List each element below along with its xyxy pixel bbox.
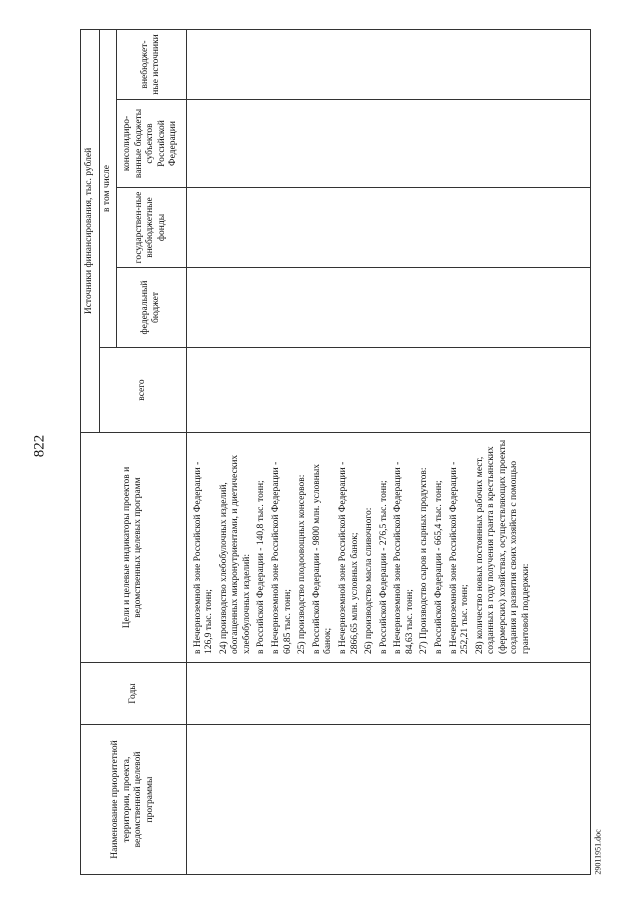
header-goals: Цели и целевые индикаторы проектов и ведомственных целевых программ [81, 433, 187, 663]
goal-line: в Нечерноземной зоне Российской Федерации - 252,21 тыс. тонн; [448, 461, 471, 654]
goal-line: в Российской Федерации - 9800 млн. условных банок; [311, 464, 334, 654]
header-federal: федеральный бюджет [116, 268, 186, 348]
cell-regional [186, 100, 590, 188]
financing-table [80, 29, 591, 875]
rotated-page [80, 30, 560, 875]
goal-line: в Нечерноземной зоне Российской Федерации - 2866,65 млн. условных банок; [337, 461, 360, 654]
header-including: в том числе [100, 29, 117, 347]
cell-federal [186, 268, 590, 348]
header-sources: Источники финансирования, тыс. рублей [81, 29, 100, 432]
goal-line: 28) количество новых постоянных рабочих мест, созданных в году получения гранта в крестьянских (фермерских) хозяйствах, осуществляющих проекты создания и развития своих хозяйств с помощью грантовой поддержки: [474, 439, 532, 654]
header-regional: консолидиро-ванные бюджеты субъектов Российской Федерации [116, 100, 186, 188]
header-name: Наименование приоритетной территории, проекта, ведомственной целевой программы [81, 725, 187, 875]
document-code: 29011951.doc [593, 829, 603, 875]
goal-line: в Нечерноземной зоне Российской Федерации - 126,9 тыс. тонн; [192, 461, 215, 654]
cell-years [186, 663, 590, 725]
goal-line: в Нечерноземной зоне Российской Федерации - 84,63 тыс. тонн; [393, 461, 415, 654]
goal-line: 24) производство хлебобулочных изделий, обогащенных микронутриентами, и диетических хлебобулочных изделий: [218, 454, 252, 654]
goal-line: в Российской Федерации - 276,5 тыс. тонн; [378, 480, 389, 654]
header-offbudget: внебюджет-ные источники [116, 29, 186, 99]
header-years: Годы [81, 663, 187, 725]
header-total: всего [100, 348, 187, 433]
cell-state-funds [186, 188, 590, 268]
goal-line: 25) производство плодоовощных консервов: [297, 474, 308, 654]
cell-offbudget [186, 29, 590, 99]
cell-goals [186, 433, 590, 663]
page-number: 822 [31, 434, 48, 458]
goal-line: 27) Производство сыров и сырных продуктов: [419, 467, 430, 654]
goal-line: в Нечерноземной зоне Российской Федерации - 60,85 тыс. тонн; [271, 461, 293, 654]
goal-line: 26) производство масла сливочного: [364, 507, 375, 654]
cell-total [186, 348, 590, 433]
goal-line: в Российской Федерации - 140,8 тыс. тонн; [256, 480, 267, 654]
cell-name [186, 725, 590, 875]
goal-line: в Российской Федерации - 665,4 тыс. тонн; [433, 480, 444, 654]
header-state-funds: государствен-ные внебюджетные фонды [116, 188, 186, 268]
